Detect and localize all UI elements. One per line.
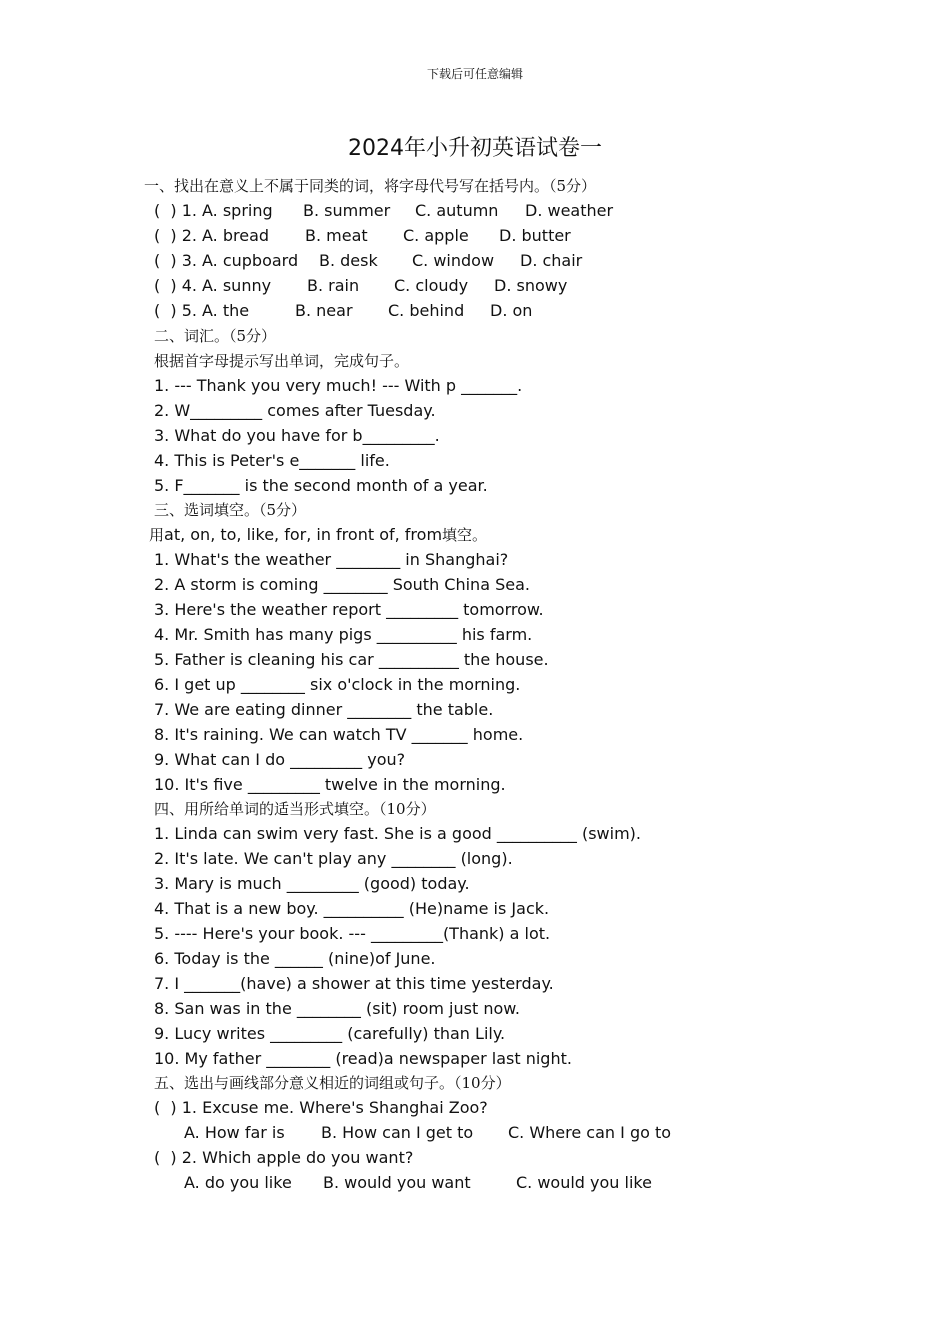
page-title: 2024年小升初英语试卷一	[348, 136, 602, 161]
s3-item-7: 7. We are eating dinner ________ the table.	[154, 700, 494, 719]
s4-item-6: 6. Today is the ______ (nine)of June.	[154, 949, 436, 968]
s5-q2-question: ( ) 2. Which apple do you want?	[154, 1148, 414, 1167]
s1-q3-option-b: B. desk	[319, 251, 378, 270]
s1-q5-option-d: D. on	[490, 301, 533, 320]
section3-instruction	[149, 525, 487, 545]
s4-item-3: 3. Mary is much _________ (good) today.	[154, 874, 470, 893]
s3-instruction-words: at, on, to, like, for, in front of, from	[164, 525, 443, 544]
s1-q1-option-c: C. autumn	[415, 201, 499, 220]
s1-q2-option-b: B. meat	[305, 226, 368, 245]
section4-heading: 四、用所给单词的适当形式填空。（10分）	[154, 800, 436, 818]
s2-item-3: 3. What do you have for b_________.	[154, 426, 440, 445]
s3-item-3: 3. Here's the weather report _________ tomorrow.	[154, 600, 544, 619]
s5-q1-option-b: B. How can I get to	[321, 1123, 474, 1142]
s2-item-1: 1. --- Thank you very much! --- With p _______.	[154, 376, 523, 395]
s1-q2-option-a: A. bread	[202, 226, 270, 245]
s1-q2-option-d: D. butter	[499, 226, 571, 245]
s1-q4-option-d: D. snowy	[494, 276, 568, 295]
s4-item-9: 9. Lucy writes _________ (carefully) than Lily.	[154, 1024, 506, 1043]
s1-q3-option-c: C. window	[412, 251, 495, 270]
s1-q5-number: ( ) 5.	[154, 301, 198, 320]
section5-heading: 五、选出与画线部分意义相近的词组或句子。（10分）	[154, 1074, 511, 1092]
section2-instruction: 根据首字母提示写出单词，完成句子。	[154, 352, 410, 370]
s3-item-10: 10. It's five _________ twelve in the morning.	[154, 775, 506, 794]
s5-q1-options	[184, 1123, 704, 1143]
s4-item-2: 2. It's late. We can't play any ________ (long).	[154, 849, 513, 868]
s1-q5-option-a: A. the	[202, 301, 250, 320]
s1-q3-option-d: D. chair	[520, 251, 583, 270]
s2-item-5: 5. F_______ is the second month of a year.	[154, 476, 488, 495]
s1-q1-option-b: B. summer	[303, 201, 391, 220]
s5-q2-option-c: C. would you like	[516, 1173, 652, 1192]
s5-q2-option-b: B. would you want	[323, 1173, 471, 1192]
s3-item-8: 8. It's raining. We can watch TV _______ home.	[154, 725, 524, 744]
s5-q2-option-a: A. do you like	[184, 1173, 292, 1192]
s1-q2-number: ( ) 2.	[154, 226, 198, 245]
s2-item-4: 4. This is Peter's e_______ life.	[154, 451, 390, 470]
s3-item-1: 1. What's the weather ________ in Shanghai?	[154, 550, 509, 569]
s1-q4-option-b: B. rain	[307, 276, 360, 295]
s1-q5-option-b: B. near	[295, 301, 353, 320]
s5-q1-option-a: A. How far is	[184, 1123, 285, 1142]
s1-q1-option-d: D. weather	[525, 201, 614, 220]
s1-question-row	[154, 276, 674, 296]
s1-question-row	[154, 251, 674, 271]
s3-instruction-pre: 用	[149, 526, 165, 544]
header-note: 下载后可任意编辑	[426, 67, 523, 81]
s4-item-4: 4. That is a new boy. __________ (He)name is Jack.	[154, 899, 550, 918]
s4-item-1: 1. Linda can swim very fast. She is a good __________ (swim).	[154, 824, 641, 843]
s3-item-6: 6. I get up ________ six o'clock in the morning.	[154, 675, 521, 694]
s5-q1-question: ( ) 1. Excuse me. Where's Shanghai Zoo?	[154, 1098, 488, 1117]
s1-question-row	[154, 226, 674, 246]
s1-q4-option-a: A. sunny	[202, 276, 272, 295]
s4-item-5: 5. ---- Here's your book. --- _________(Thank) a lot.	[154, 924, 551, 943]
section1-heading: 一、找出在意义上不属于同类的词，将字母代号写在括号内。（5分）	[144, 177, 597, 195]
s1-q1-number: ( ) 1.	[154, 201, 198, 220]
s4-item-10: 10. My father ________ (read)a newspaper last night.	[154, 1049, 572, 1068]
s5-q1-option-c: C. Where can I go to	[508, 1123, 672, 1142]
s3-instruction-post: 填空。	[442, 526, 488, 544]
s3-item-2: 2. A storm is coming ________ South China Sea.	[154, 575, 530, 594]
s1-question-row	[154, 201, 674, 221]
s3-item-4: 4. Mr. Smith has many pigs __________ his farm.	[154, 625, 533, 644]
s4-item-8: 8. San was in the ________ (sit) room just now.	[154, 999, 520, 1018]
s4-item-7: 7. I _______(have) a shower at this time yesterday.	[154, 974, 554, 993]
s1-q1-option-a: A. spring	[202, 201, 273, 220]
s3-item-5: 5. Father is cleaning his car __________ the house.	[154, 650, 549, 669]
s1-q3-option-a: A. cupboard	[202, 251, 299, 270]
s1-q3-number: ( ) 3.	[154, 251, 198, 270]
section3-heading: 三、选词填空。（5分）	[154, 501, 307, 519]
s5-q2-options	[184, 1173, 704, 1193]
s1-q4-number: ( ) 4.	[154, 276, 198, 295]
section2-heading: 二、词汇。（5分）	[154, 327, 277, 345]
s3-item-9: 9. What can I do _________ you?	[154, 750, 406, 769]
s1-q2-option-c: C. apple	[403, 226, 469, 245]
s2-item-2: 2. W_________ comes after Tuesday.	[154, 401, 436, 420]
s1-q4-option-c: C. cloudy	[394, 276, 469, 295]
s1-question-row	[154, 301, 674, 321]
s1-q5-option-c: C. behind	[388, 301, 465, 320]
